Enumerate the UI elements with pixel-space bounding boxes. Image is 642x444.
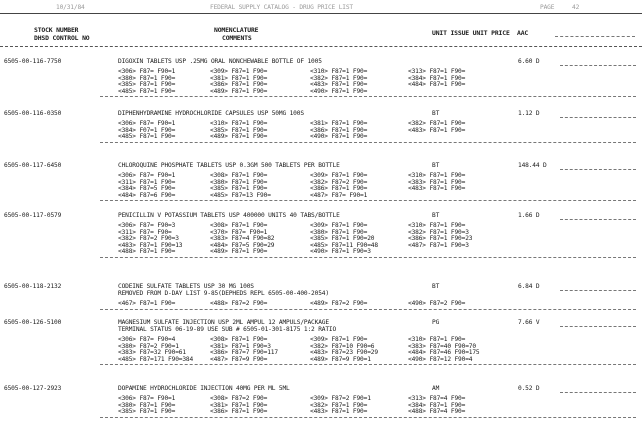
- depot-code: <381> F87=1 F90=3: [210, 342, 271, 350]
- unit-of-issue: BT: [432, 110, 440, 117]
- depot-code: <484> F87=6 F90=: [118, 191, 176, 199]
- depot-code: <310> F87=1 F90=: [210, 120, 268, 127]
- depot-code: <490> F87=12 F90=4: [408, 355, 473, 363]
- depot-code: <484> F87=1 F90=: [408, 81, 466, 88]
- depot-code: <386> F87=1 F90=: [310, 185, 368, 192]
- depot-code: <380> F87=1 F90=: [118, 74, 176, 82]
- depot-code: <306> F87= F90=1: [118, 68, 176, 75]
- control-number-header: DHSD CONTROL NO: [34, 34, 90, 42]
- unit-price: 7.66 V: [518, 319, 540, 326]
- depot-code: <382> F87=1 F90=3: [408, 228, 469, 236]
- depot-code: <485> F87=1 F90=: [118, 133, 176, 140]
- depot-code: <383> F87=32 F90=61: [118, 349, 186, 356]
- unit-price-header: UNIT ISSUE UNIT PRICE AAC: [432, 29, 529, 37]
- unit-price: 148.44 D: [518, 162, 547, 169]
- depot-code: <386> F87=1 F90=: [210, 81, 268, 88]
- depot-code: <370> F87= F90=1: [210, 228, 268, 236]
- nomenclature-line: DIGOXIN TABLETS USP .25MG ORAL NONCHEWABLE BOTTLE OF 1005: [118, 58, 322, 65]
- stock-number: 6505-00-116-7750: [4, 58, 62, 65]
- price-fill-line: [560, 65, 636, 66]
- unit-of-issue: BT: [432, 212, 440, 219]
- depot-code: <308> F87=1 F90=: [210, 172, 268, 179]
- nomenclature-line: PENICILLIN V POTASSIUM TABLETS USP 400000 UNITS 40 TABS/BOTTLE: [118, 212, 340, 219]
- depot-code: <483> F87=1 F90=: [310, 408, 368, 415]
- depot-code: <483> F87=1 F90=: [310, 81, 368, 88]
- price-fill-line: [560, 290, 636, 291]
- nomenclature-line: TERMINAL STATUS 06-19-89 USE SUB # 6505-01-301-8175 1:2 RATIO: [118, 326, 337, 333]
- depot-code: <489> F87=2 F90=: [310, 300, 368, 307]
- unit-price: 1.66 D: [518, 212, 540, 219]
- nomenclature-line: DIPHENHYDRAMINE HYDROCHLORIDE CAPSULES USP 50MG 100S: [118, 110, 304, 117]
- depot-code: <380> F87=1 F90=: [310, 228, 368, 236]
- unit-price: 6.60 D: [518, 58, 540, 65]
- header-rule: [0, 46, 642, 47]
- depot-code: <308> F87=1 F90=: [210, 222, 268, 229]
- depot-code: <485> F87=171 F90=384: [118, 355, 194, 363]
- depot-code: <310> F87=1 F90=: [408, 172, 466, 179]
- depot-code: <483> F87=23 F90=29: [310, 349, 378, 356]
- depot-code: <384> F87=5 F90=: [118, 185, 176, 192]
- depot-code: <385> F87=1 F90=: [210, 185, 268, 192]
- header-fill-line: [555, 36, 635, 37]
- entry-separator: [100, 257, 636, 258]
- depot-code: <384> F87=1 F90=: [408, 401, 466, 409]
- page-number: 42: [572, 4, 580, 11]
- price-fill-line: [560, 219, 636, 220]
- unit-of-issue: BT: [432, 283, 440, 290]
- depot-code: <384> F87=1 F90=: [408, 74, 466, 82]
- stock-number: 6505-00-117-6450: [4, 162, 62, 169]
- depot-code: <382> F87=2 F90=: [310, 178, 368, 186]
- report-title: FEDERAL SUPPLY CATALOG - DRUG PRICE LIST: [210, 4, 354, 11]
- depot-code: <484> F87=46 F90=175: [408, 349, 480, 356]
- depot-code: <309> F87=1 F90=: [310, 172, 368, 179]
- depot-code: <310> F87=1 F90=: [310, 68, 368, 75]
- depot-code: <310> F87=1 F90=: [408, 222, 466, 229]
- page-label: PAGE: [540, 4, 555, 11]
- stock-number: 6505-00-126-5100: [4, 319, 62, 326]
- price-fill-line: [560, 392, 636, 393]
- nomenclature-line: MAGNESIUM SULFATE INJECTION USP 2ML AMPUL 12 AMPULS/PACKAGE: [118, 319, 329, 326]
- depot-code: <306> F87= F90=4: [118, 336, 176, 343]
- price-fill-line: [560, 326, 636, 327]
- depot-code: <488> F87=2 F90=: [210, 300, 268, 307]
- unit-of-issue: AM: [432, 385, 440, 392]
- depot-code: <487> F87=9 F90=: [210, 355, 268, 363]
- depot-code: <309> F87=1 F90=: [210, 68, 268, 75]
- depot-code: <382> F87=10 F90=6: [310, 342, 375, 350]
- print-date: 10/31/84: [56, 4, 85, 11]
- depot-code: <490> F87=2 F90=: [408, 300, 466, 307]
- entry-separator: [100, 309, 636, 310]
- depot-code: <487> F87= F90=1: [310, 191, 368, 199]
- depot-code: <386> F87=7 F90=117: [210, 349, 278, 356]
- depot-code: <306> F87= F90=1: [118, 172, 176, 179]
- depot-code: <488> F87=1 F90=: [118, 248, 176, 255]
- depot-code: <490> F87=1 F90=: [310, 87, 368, 95]
- depot-code: <485> F87=13 F90=: [210, 191, 271, 199]
- depot-code: <386> F87=1 F90=: [210, 408, 268, 415]
- stock-number: 6505-00-116-0350: [4, 110, 62, 117]
- depot-code: <382> F87=1 F90=: [310, 74, 368, 82]
- entry-separator: [100, 417, 636, 418]
- entry-separator: [100, 96, 636, 97]
- entry-separator: [100, 364, 636, 365]
- depot-code: <382> F87=2 F90=3: [118, 235, 179, 242]
- depot-code: <489> F87=1 F90=: [210, 87, 268, 95]
- unit-price: 0.52 D: [518, 385, 540, 392]
- nomenclature-line: CODEINE SULFATE TABLETS USP 30 MG 100S: [118, 283, 254, 290]
- depot-code: <309> F87=1 F90=: [310, 336, 368, 343]
- unit-of-issue: BT: [432, 162, 440, 169]
- depot-code: <489> F87=1 F90=: [210, 133, 268, 140]
- depot-code: <485> F87=1 F90=: [118, 87, 176, 95]
- depot-code: <313> F87=4 F90=: [408, 395, 466, 402]
- depot-code: <385> F87=1 F90=: [210, 126, 268, 134]
- stock-number: 6505-00-118-2132: [4, 283, 62, 290]
- top-rule: [0, 13, 642, 14]
- depot-code: <467> F87=1 F90=: [118, 300, 176, 307]
- unit-of-issue: PG: [432, 319, 440, 326]
- unit-price: 1.12 D: [518, 110, 540, 117]
- nomenclature-line: REMOVED FROM D-DAY LIST 9-85(DEPHEDS REPL 6505-00-400-2054): [118, 290, 329, 297]
- entry-separator: [100, 142, 636, 143]
- depot-code: <306> F87= F90=1: [118, 120, 176, 127]
- stock-number: 6505-00-127-2923: [4, 385, 62, 392]
- depot-code: <383> F87=4 F90=82: [210, 235, 275, 242]
- stock-number: 6505-00-117-0579: [4, 212, 62, 219]
- depot-code: <483> F87=1 F90=13: [118, 241, 183, 249]
- depot-code: <306> F87= F90=1: [118, 395, 176, 402]
- depot-code: <382> F87=1 F90=: [408, 120, 466, 127]
- depot-code: <381> F87=1 F90=: [210, 74, 268, 82]
- depot-code: <385> F87=1 F90=: [118, 408, 176, 415]
- depot-code: <306> F87= F90=3: [118, 222, 176, 229]
- depot-code: <483> F87=1 F90=: [408, 126, 466, 134]
- nomenclature-line: CHLOROQUINE PHOSPHATE TABLETS USP 0.3GM 500 TABLETS PER BOTTLE: [118, 162, 340, 169]
- depot-code: <489> F87=1 F90=: [210, 248, 268, 255]
- depot-code: <313> F87=1 F90=: [408, 68, 466, 75]
- nomenclature-header: NOMENCLATURE: [214, 26, 259, 34]
- unit-price: 6.84 D: [518, 283, 540, 290]
- depot-code: <484> F87=5 F90=29: [210, 241, 275, 249]
- depot-code: <309> F87=1 F90=: [310, 222, 368, 229]
- depot-code: <309> F87=2 F90=1: [310, 395, 371, 402]
- depot-code: <490> F87=1 F90=3: [310, 248, 371, 255]
- depot-code: <380> F87=2 F90=1: [118, 342, 179, 350]
- depot-code: <311> F87=1 F90=: [118, 178, 176, 186]
- depot-code: <490> F87=1 F90=: [310, 133, 368, 140]
- nomenclature-line: DOPAMINE HYDROCHLORIDE INJECTION 40MG PER ML 5ML: [118, 385, 290, 392]
- depot-code: <384> F07=1 F90=: [118, 126, 176, 134]
- depot-code: <489> F87=9 F90=1: [310, 355, 371, 363]
- depot-code: <483> F87=1 F90=: [408, 185, 466, 192]
- depot-code: <487> F87=1 F90=3: [408, 241, 469, 249]
- depot-code: <383> F87=1 F90=: [408, 178, 466, 186]
- depot-code: <385> F87=1 F90=: [118, 81, 176, 88]
- depot-code: <381> F87=1 F90=: [210, 401, 268, 409]
- price-fill-line: [560, 169, 636, 170]
- depot-code: <488> F87=4 F90=: [408, 408, 466, 415]
- entry-separator: [100, 200, 636, 201]
- depot-code: <386> F87=1 F90=23: [408, 235, 473, 242]
- stock-number-header: STOCK NUMBER: [34, 26, 79, 34]
- price-fill-line: [560, 117, 636, 118]
- depot-code: <311> F87= F90=: [118, 228, 172, 236]
- depot-code: <381> F87=1 F90=: [310, 120, 368, 127]
- depot-code: <308> F87=2 F90=: [210, 395, 268, 402]
- depot-code: <386> F87=1 F90=: [310, 126, 368, 134]
- depot-code: <383> F87=40 F90=70: [408, 342, 476, 350]
- depot-code: <308> F87=1 F90=: [210, 336, 268, 343]
- depot-code: <385> F87=1 F90=20: [310, 235, 375, 242]
- depot-code: <380> F87=1 F90=: [210, 178, 268, 186]
- comments-header: COMMENTS: [222, 34, 252, 42]
- depot-code: <382> F87=1 F90=: [310, 401, 368, 409]
- depot-code: <485> F87=11 F90=48: [310, 241, 378, 249]
- depot-code: <380> F87=1 F90=: [118, 401, 176, 409]
- depot-code: <310> F87=1 F90=: [408, 336, 466, 343]
